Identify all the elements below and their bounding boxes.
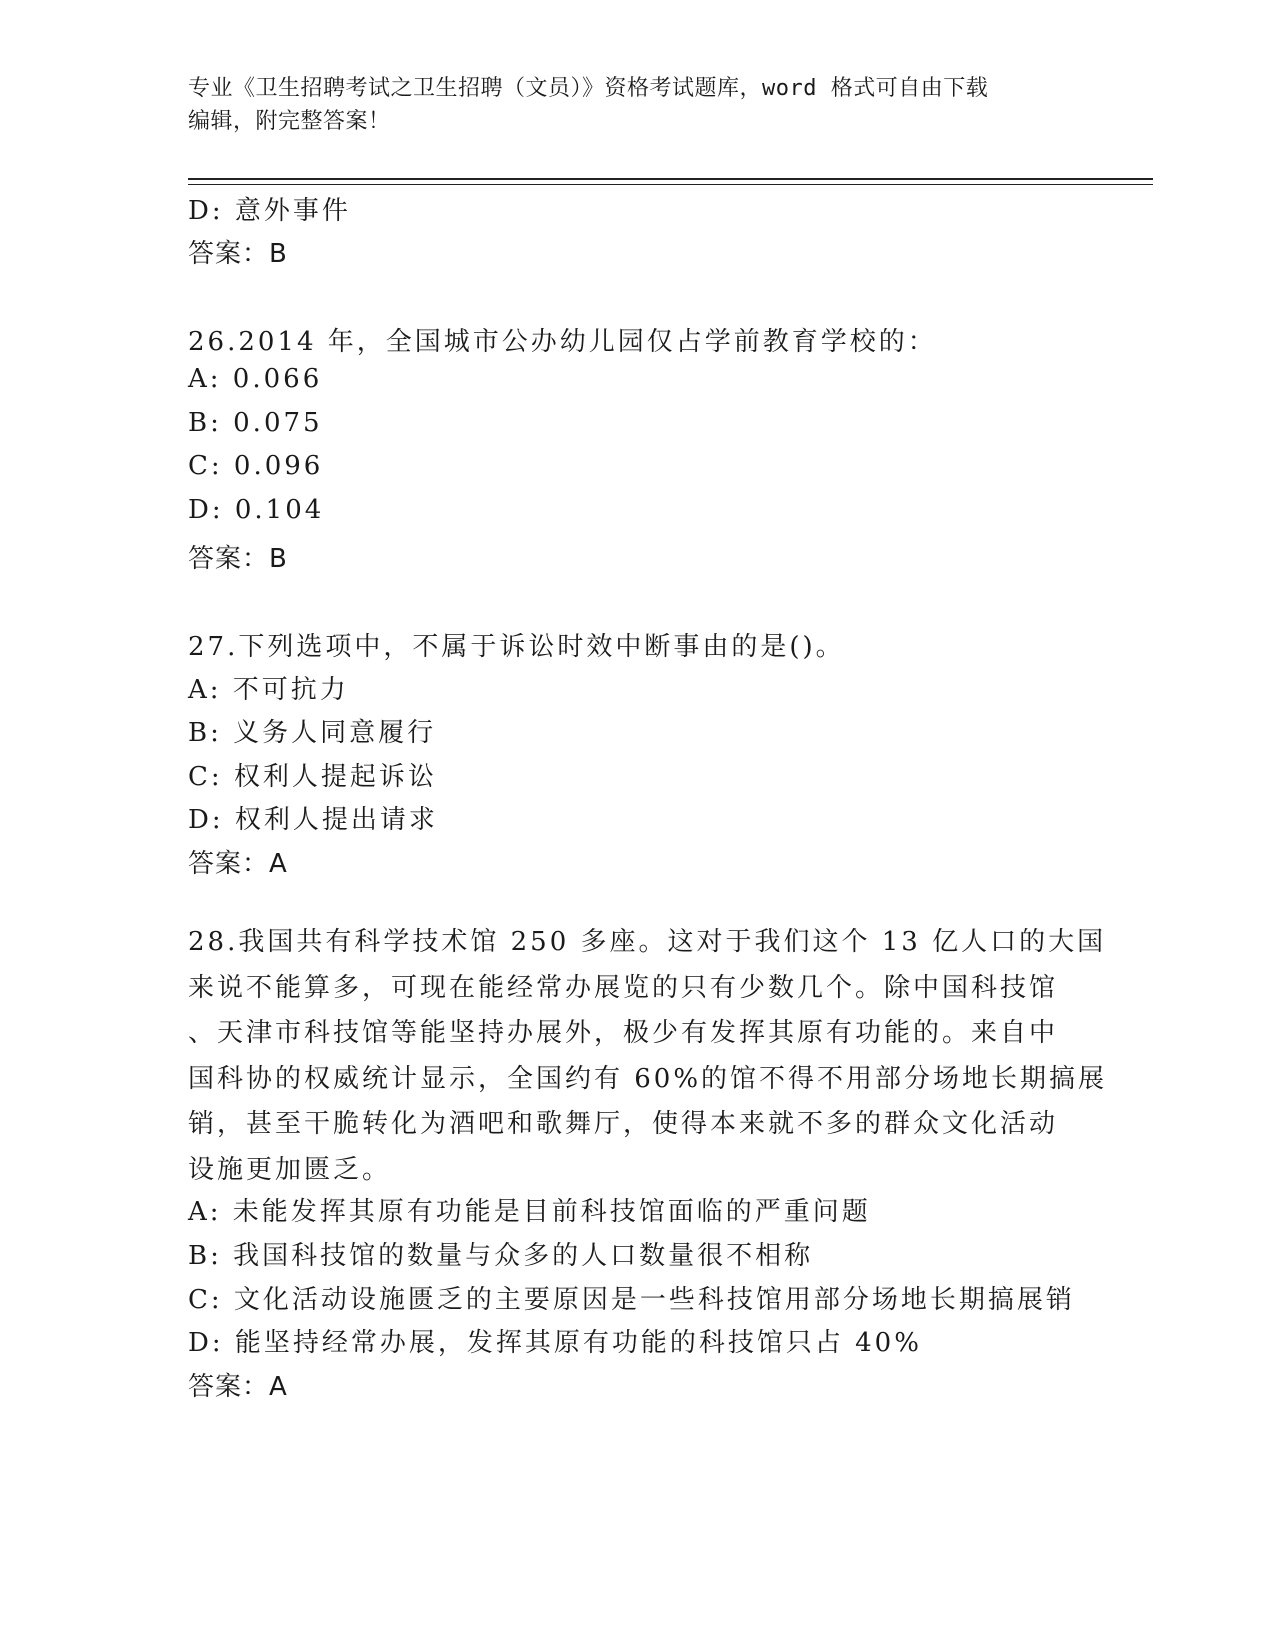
header-line-2: 编辑，附完整答案！ (188, 109, 391, 134)
q27-option-c: C: 权利人提起诉讼 (188, 762, 437, 792)
q26-option-d: D: 0.104 (188, 495, 325, 525)
header-rule-thick (188, 178, 1153, 180)
header-rule-thin (188, 184, 1153, 185)
page-header (188, 72, 1078, 138)
q27-option-d: D: 权利人提出请求 (188, 805, 438, 835)
q28-option-d: D: 能坚持经常办展，发挥其原有功能的科技馆只占 40% (188, 1328, 922, 1358)
q28-stem-line-3: 、天津市科技馆等能坚持办展外，极少有发挥其原有功能的。来自中 (188, 1018, 1059, 1048)
q28-option-c: C: 文化活动设施匮乏的主要原因是一些科技馆用部分场地长期搞展销 (188, 1285, 1075, 1315)
q26-answer: 答案：B (188, 544, 288, 574)
q28-stem-line-4: 国科协的权威统计显示，全国约有 60%的馆不得不用部分场地长期搞展 (188, 1063, 1108, 1094)
q28-stem-line-6: 设施更加匮乏。 (188, 1154, 392, 1185)
q27-answer: 答案：A (188, 849, 288, 879)
q28-answer: 答案：A (188, 1372, 288, 1402)
q28-stem (188, 920, 1108, 1193)
q26-stem: 26.2014 年，全国城市公办幼儿园仅占学前教育学校的： (188, 327, 937, 357)
prev-answer: 答案：B (188, 239, 288, 269)
q28-stem-line-2: 来说不能算多，可现在能经常办展览的只有少数几个。除中国科技馆 (188, 972, 1059, 1003)
q26-option-c: C: 0.096 (188, 451, 324, 481)
q28-option-b: B: 我国科技馆的数量与众多的人口数量很不相称 (188, 1241, 814, 1271)
q28-option-a: A: 未能发挥其原有功能是目前科技馆面临的严重问题 (188, 1197, 871, 1227)
q26-option-a: A: 0.066 (188, 364, 323, 394)
q27-option-a: A: 不可抗力 (188, 675, 349, 705)
q28-stem-line-5: 销，甚至干脆转化为酒吧和歌舞厅，使得本来就不多的群众文化活动 (188, 1109, 1059, 1139)
prev-option-d: D: 意外事件 (188, 196, 351, 226)
q28-stem-line-1: 28.我国共有科学技术馆 250 多座。这对于我们这个 13 亿人口的大国 (188, 927, 1107, 957)
q27-stem: 27.下列选项中，不属于诉讼时效中断事由的是()。 (188, 632, 845, 662)
q26-option-b: B: 0.075 (188, 408, 323, 438)
header-line-1: 专业《卫生招聘考试之卫生招聘（文员）》资格考试题库，word 格式可自由下载 (188, 76, 989, 101)
q27-option-b: B: 义务人同意履行 (188, 718, 437, 748)
